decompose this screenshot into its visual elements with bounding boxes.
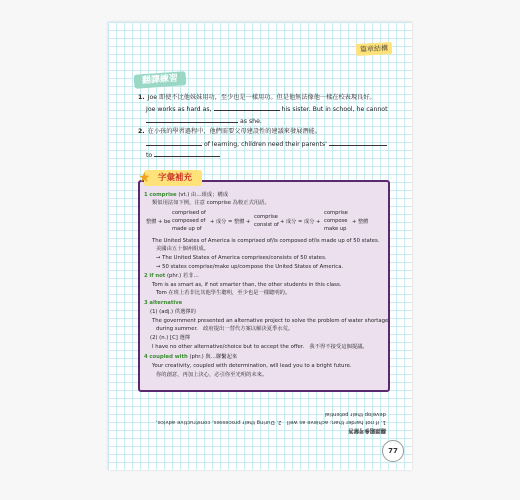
q1-blank-2[interactable] — [146, 116, 238, 123]
section-tag: 篇章結構 — [356, 42, 393, 56]
vocab-item-2-head: 2 if not (phr.) 若非… — [144, 273, 199, 279]
vocab-item-2-example: Tom is as smart as, if not smarter than, the other students in this class. — [152, 282, 342, 288]
vocab-item-1-example-3: → 50 states comprise/make up/compose the United States of America. — [156, 264, 344, 270]
vocab-item-3-example-1a: The government presented an alternative project to solve the problem of water shortage — [152, 318, 389, 324]
vocab-item-1-example-2: → The United States of America comprises/consists of 50 states. — [156, 255, 327, 261]
q2-blank-1[interactable] — [146, 139, 202, 146]
vocab-item-4-example-zh: 你的創意，再加上決心，必引你至光明的未來。 — [156, 372, 268, 378]
translation-heading: 翻譯練習 — [134, 71, 187, 89]
answer-key — [138, 410, 386, 434]
answer-key-heading: 翻譯題參考解答 — [348, 427, 386, 433]
vocab-item-1-example: The United States of America is comprised of/is composed of/is made up of 50 states. — [152, 238, 380, 244]
q2-line1: of learning, children need their parents' — [146, 139, 387, 149]
q2-blank-2[interactable] — [329, 139, 387, 146]
answer-key-text: 1. if not harder than; achieve as well 2. During their processes, constructive advice, develop their potential — [155, 411, 386, 425]
comprise-diagram: 整體 + be comprised of composed of made up of + 成分 = 整體 + comprise consist of + 成分 = 成分 + comprise compose make up + 整體 — [146, 210, 369, 232]
vocab-item-1-example-zh: 美國由五十個州組成。 — [156, 246, 209, 252]
vocab-item-3-head: 3 alternative — [144, 300, 183, 306]
vocab-item-4-example: Your creativity, coupled with determination, will lead you to a bright future. — [152, 363, 352, 369]
page-number: 77 — [382, 440, 404, 462]
q2-chinese: 2. 在小孩的學習過程中，他們需要父母建設性的建議來發展潛能。 — [138, 128, 321, 135]
q2-line2: to — [146, 150, 220, 160]
vocab-item-1-head: 1 comprise (vt.) 由…組成；構成 — [144, 192, 229, 198]
vocab-item-3-example-2: I have no other alternative/choice but to accept the offer. 我不得不接受這個提議。 — [152, 344, 368, 350]
q1-line2: as she. — [146, 116, 262, 126]
q1-blank-1[interactable] — [214, 104, 280, 111]
vocab-item-4-head: 4 coupled with (phr.) 與…聯繫起來 — [144, 354, 238, 360]
q2-blank-3[interactable] — [154, 150, 220, 157]
textbook-page — [108, 22, 412, 470]
vocab-item-1-note: 類似用法如下例，注意 comprise 為較正式用語。 — [152, 200, 270, 206]
star-icon: ★ — [138, 170, 151, 186]
vocab-item-3-sense-2: (2) (n.) [C] 選擇 — [150, 335, 191, 341]
vocab-item-3-example-1b: during summer. 政府提出一替代方案以解決夏季水荒。 — [156, 326, 294, 332]
vocab-item-2-example-zh: Tom 在班上若非比其他學生聰明，至少也是一樣聰明的。 — [156, 290, 291, 296]
q1-chinese: 1. Joe 即使不比他妹妹用功，至少也是一樣用功。但是他無法像他一樣在校表現良好。 — [138, 94, 376, 101]
vocab-item-3-sense-1: (1) (adj.) 供選擇的 — [150, 309, 196, 315]
vocab-title: 字彙補充 — [144, 170, 202, 186]
q1-line1: Joe works as hard as, his sister. But in school, he cannot — [146, 106, 388, 113]
